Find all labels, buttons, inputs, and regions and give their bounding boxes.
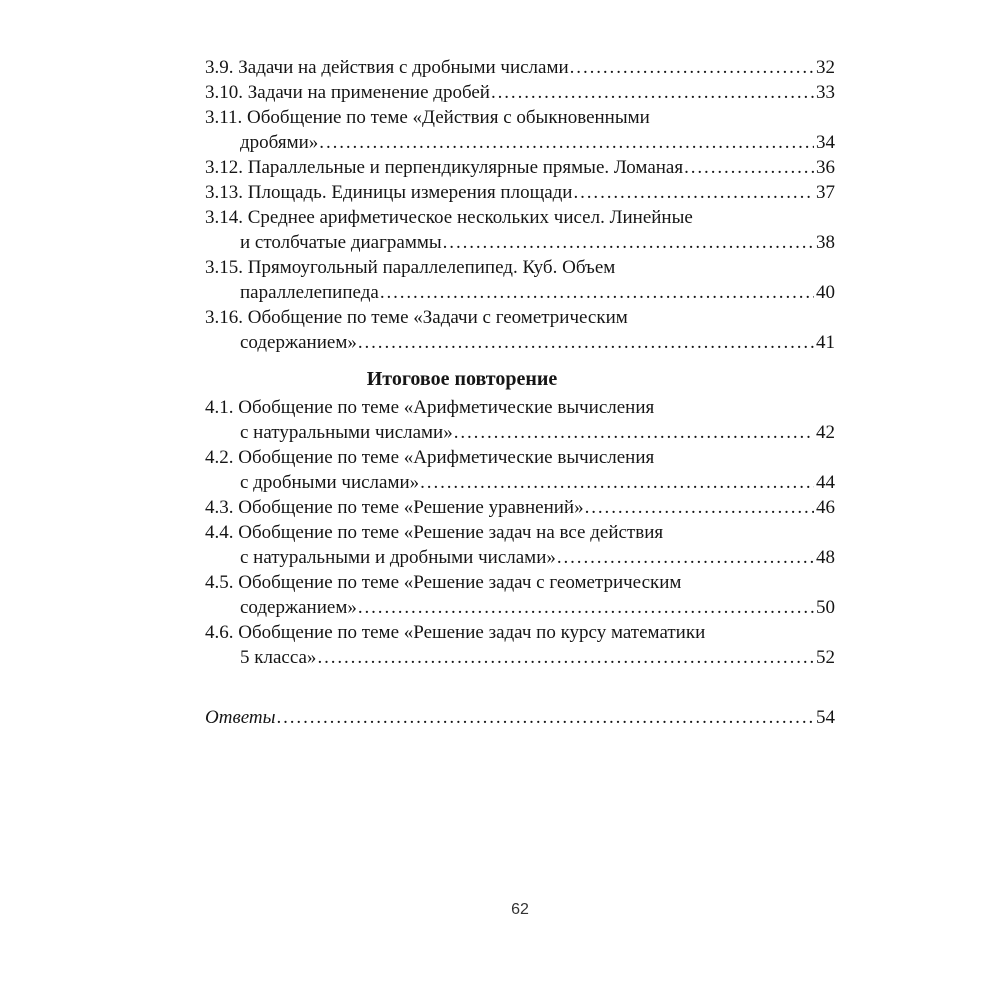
dot-leader [572, 180, 814, 205]
toc-entry-title: 4.1. Обобщение по теме «Арифметические вычисления [205, 397, 655, 418]
dot-leader [556, 545, 814, 570]
toc-entry-title-continued: и столбчатые диаграммы [240, 232, 442, 253]
toc-entry-page-number: 37 [816, 182, 835, 203]
answers-label: Ответы [205, 707, 276, 728]
toc-entry-page-number: 48 [816, 547, 835, 568]
toc-entry-title: 3.15. Прямоугольный параллелепипед. Куб. Объем [205, 257, 616, 278]
toc-entry [205, 205, 835, 255]
toc-entry-title: 4.6. Обобщение по теме «Решение задач по курсу математики [205, 622, 706, 643]
toc-entry [205, 155, 835, 180]
toc-entry [205, 520, 835, 570]
toc-entry-page-number: 42 [816, 422, 835, 443]
dot-leader [357, 330, 814, 355]
toc-entry [205, 180, 835, 205]
toc-entry-page-number: 38 [816, 232, 835, 253]
dot-leader [569, 55, 814, 80]
dot-leader [379, 280, 814, 305]
toc-entry-page-number: 40 [816, 282, 835, 303]
toc-entry-title-continued: с натуральными числами» [240, 422, 453, 443]
toc-entry-title: 3.9. Задачи на действия с дробными числами [205, 57, 569, 78]
toc-entry-title: 4.4. Обобщение по теме «Решение задач на все действия [205, 522, 664, 543]
folio-page-number: 62 [511, 901, 529, 918]
dot-leader [453, 420, 814, 445]
section-heading-final-review: Итоговое повторение [366, 368, 558, 390]
answers-entry [205, 705, 835, 730]
toc-entry [205, 55, 835, 80]
toc-entry-page-number: 36 [816, 157, 835, 178]
toc-entry-page-number: 52 [816, 647, 835, 668]
toc-entry [205, 105, 835, 155]
toc-entry-page-number: 46 [816, 497, 835, 518]
toc-entry-title-continued: содержанием» [240, 597, 357, 618]
toc-entry [205, 445, 835, 495]
toc-entry-page-number: 44 [816, 472, 835, 493]
toc-entry-page-number: 32 [816, 57, 835, 78]
toc-entry [205, 570, 835, 620]
toc-entry-title-continued: с дробными числами» [240, 472, 420, 493]
toc-entry-title: 3.16. Обобщение по теме «Задачи с геометрическим [205, 307, 628, 328]
dot-leader [584, 495, 814, 520]
dot-leader [357, 595, 814, 620]
toc-entry-title-continued: дробями» [240, 132, 319, 153]
dot-leader [275, 705, 814, 730]
dot-leader [316, 645, 814, 670]
toc-entry-title: 3.11. Обобщение по теме «Действия с обыкновенными [205, 107, 650, 128]
toc-entry-title: 4.2. Обобщение по теме «Арифметические вычисления [205, 447, 655, 468]
dot-leader [419, 470, 814, 495]
toc-entry-title: 3.14. Среднее арифметическое нескольких чисел. Линейные [205, 207, 693, 228]
dot-leader [490, 80, 814, 105]
toc-entry [205, 80, 835, 105]
toc-entry [205, 305, 835, 355]
toc-entry-page-number: 41 [816, 332, 835, 353]
toc-entry-page-number: 50 [816, 597, 835, 618]
toc-entry [205, 255, 835, 305]
toc-entry-title: 3.10. Задачи на применение дробей [205, 82, 490, 103]
toc-entry-title-continued: с натуральными и дробными числами» [240, 547, 556, 568]
toc-entry-title-continued: 5 класса» [240, 647, 317, 668]
answers-page-number: 54 [816, 707, 835, 728]
toc-entry-title: 4.5. Обобщение по теме «Решение задач с геометрическим [205, 572, 682, 593]
dot-leader [442, 230, 814, 255]
toc-entry [205, 620, 835, 670]
toc-entry-title-continued: содержанием» [240, 332, 357, 353]
toc-entry [205, 395, 835, 445]
dot-leader [683, 155, 814, 180]
dot-leader [318, 130, 814, 155]
toc-entry-page-number: 33 [816, 82, 835, 103]
toc-entry-title: 3.13. Площадь. Единицы измерения площади [205, 182, 573, 203]
toc-entry-title: 3.12. Параллельные и перпендикулярные прямые. Ломаная [205, 157, 684, 178]
toc-entry-title: 4.3. Обобщение по теме «Решение уравнений» [205, 497, 584, 518]
toc-entry-title-continued: параллелепипеда [240, 282, 379, 303]
toc-entry-page-number: 34 [816, 132, 835, 153]
toc-entry [205, 495, 835, 520]
table-of-contents [205, 55, 835, 730]
